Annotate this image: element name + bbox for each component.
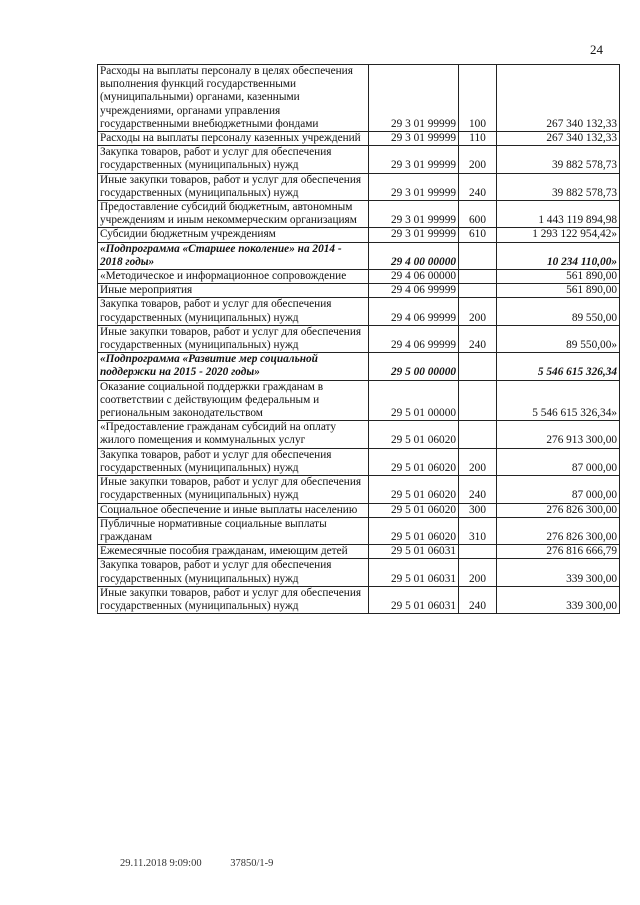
table-row bbox=[98, 65, 620, 132]
row-name: «Подпрограмма «Развитие мер социальной поддержки на 2015 - 2020 годы» bbox=[98, 353, 369, 380]
row-sum: 10 234 110,00» bbox=[497, 242, 620, 269]
row-sum: 339 300,00 bbox=[497, 559, 620, 586]
row-sum: 39 882 578,73 bbox=[497, 146, 620, 173]
row-vr: 240 bbox=[459, 586, 497, 613]
row-sum: 267 340 132,33 bbox=[497, 132, 620, 146]
footer bbox=[120, 858, 299, 869]
row-vr: 240 bbox=[459, 173, 497, 200]
row-vr: 110 bbox=[459, 132, 497, 146]
table-row bbox=[98, 353, 620, 380]
row-sum: 267 340 132,33 bbox=[497, 65, 620, 132]
row-sum: 561 890,00 bbox=[497, 270, 620, 284]
row-vr bbox=[459, 421, 497, 448]
row-name: «Методическое и информационное сопровождение bbox=[98, 270, 369, 284]
row-name: Иные закупки товаров, работ и услуг для обеспечения государственных (муниципальных) нужд bbox=[98, 325, 369, 352]
row-name: Расходы на выплаты персоналу в целях обеспечения выполнения функций государственными (муниципальными) органами, казенными учреждениями, органами управления государственными внебюджетными фондами bbox=[98, 65, 369, 132]
footer-doc-id: 37850/1-9 bbox=[230, 858, 274, 869]
row-vr bbox=[459, 242, 497, 269]
row-code: 29 4 06 99999 bbox=[369, 284, 459, 298]
table-row bbox=[98, 242, 620, 269]
table-row bbox=[98, 284, 620, 298]
row-vr: 300 bbox=[459, 503, 497, 517]
row-sum: 39 882 578,73 bbox=[497, 173, 620, 200]
row-name: Субсидии бюджетным учреждениям bbox=[98, 228, 369, 242]
table-row bbox=[98, 448, 620, 475]
row-vr: 200 bbox=[459, 448, 497, 475]
row-name: Закупка товаров, работ и услуг для обеспечения государственных (муниципальных) нужд bbox=[98, 559, 369, 586]
table-row bbox=[98, 503, 620, 517]
row-name: Публичные нормативные социальные выплаты гражданам bbox=[98, 517, 369, 544]
row-sum: 5 546 615 326,34» bbox=[497, 380, 620, 421]
row-vr: 200 bbox=[459, 559, 497, 586]
row-name: Расходы на выплаты персоналу казенных учреждений bbox=[98, 132, 369, 146]
row-code: 29 5 00 00000 bbox=[369, 353, 459, 380]
row-name: Предоставление субсидий бюджетным, автономным учреждениям и иным некоммерческим организациям bbox=[98, 201, 369, 228]
row-vr: 240 bbox=[459, 325, 497, 352]
table-row bbox=[98, 228, 620, 242]
row-sum: 1 293 122 954,42» bbox=[497, 228, 620, 242]
table-row bbox=[98, 517, 620, 544]
row-vr bbox=[459, 353, 497, 380]
row-sum: 87 000,00 bbox=[497, 448, 620, 475]
row-code: 29 5 01 06031 bbox=[369, 586, 459, 613]
table-row bbox=[98, 421, 620, 448]
row-name: Иные мероприятия bbox=[98, 284, 369, 298]
row-name: Закупка товаров, работ и услуг для обеспечения государственных (муниципальных) нужд bbox=[98, 448, 369, 475]
row-code: 29 5 01 06031 bbox=[369, 545, 459, 559]
row-vr: 100 bbox=[459, 65, 497, 132]
row-sum: 276 826 300,00 bbox=[497, 503, 620, 517]
table-row bbox=[98, 146, 620, 173]
row-sum: 89 550,00 bbox=[497, 298, 620, 325]
row-code: 29 5 01 06020 bbox=[369, 448, 459, 475]
row-code: 29 4 00 00000 bbox=[369, 242, 459, 269]
table-row bbox=[98, 298, 620, 325]
row-code: 29 5 01 00000 bbox=[369, 380, 459, 421]
table-row bbox=[98, 132, 620, 146]
row-vr bbox=[459, 380, 497, 421]
row-code: 29 4 06 99999 bbox=[369, 298, 459, 325]
row-sum: 276 816 666,79 bbox=[497, 545, 620, 559]
row-code: 29 3 01 99999 bbox=[369, 146, 459, 173]
row-vr: 610 bbox=[459, 228, 497, 242]
table-row bbox=[98, 201, 620, 228]
row-code: 29 3 01 99999 bbox=[369, 65, 459, 132]
row-name: «Подпрограмма «Старшее поколение» на 2014 - 2018 годы» bbox=[98, 242, 369, 269]
row-code: 29 4 06 00000 bbox=[369, 270, 459, 284]
row-sum: 89 550,00» bbox=[497, 325, 620, 352]
table-row bbox=[98, 476, 620, 503]
row-code: 29 3 01 99999 bbox=[369, 201, 459, 228]
row-name: Оказание социальной поддержки гражданам в соответствии с действующим федеральным и региональным законодательством bbox=[98, 380, 369, 421]
page-number: 24 bbox=[590, 42, 603, 57]
row-name: Закупка товаров, работ и услуг для обеспечения государственных (муниципальных) нужд bbox=[98, 298, 369, 325]
row-vr: 600 bbox=[459, 201, 497, 228]
table-row bbox=[98, 545, 620, 559]
row-sum: 5 546 615 326,34 bbox=[497, 353, 620, 380]
row-sum: 276 913 300,00 bbox=[497, 421, 620, 448]
budget-table bbox=[97, 64, 620, 614]
row-name: Иные закупки товаров, работ и услуг для обеспечения государственных (муниципальных) нужд bbox=[98, 173, 369, 200]
row-name: Иные закупки товаров, работ и услуг для обеспечения государственных (муниципальных) нужд bbox=[98, 586, 369, 613]
row-sum: 1 443 119 894,98 bbox=[497, 201, 620, 228]
row-code: 29 3 01 99999 bbox=[369, 173, 459, 200]
row-code: 29 5 01 06020 bbox=[369, 476, 459, 503]
table-row bbox=[98, 173, 620, 200]
row-name: Социальное обеспечение и иные выплаты населению bbox=[98, 503, 369, 517]
row-sum: 87 000,00 bbox=[497, 476, 620, 503]
row-vr: 200 bbox=[459, 298, 497, 325]
row-vr bbox=[459, 284, 497, 298]
row-code: 29 5 01 06020 bbox=[369, 517, 459, 544]
row-vr bbox=[459, 545, 497, 559]
row-code: 29 3 01 99999 bbox=[369, 132, 459, 146]
table-row bbox=[98, 586, 620, 613]
table-row bbox=[98, 559, 620, 586]
row-vr: 200 bbox=[459, 146, 497, 173]
table-row bbox=[98, 325, 620, 352]
row-vr: 310 bbox=[459, 517, 497, 544]
row-name: Иные закупки товаров, работ и услуг для обеспечения государственных (муниципальных) нужд bbox=[98, 476, 369, 503]
row-code: 29 5 01 06031 bbox=[369, 559, 459, 586]
row-sum: 561 890,00 bbox=[497, 284, 620, 298]
row-sum: 339 300,00 bbox=[497, 586, 620, 613]
row-vr bbox=[459, 270, 497, 284]
row-name: «Предоставление гражданам субсидий на оплату жилого помещения и коммунальных услуг bbox=[98, 421, 369, 448]
row-code: 29 3 01 99999 bbox=[369, 228, 459, 242]
row-name: Закупка товаров, работ и услуг для обеспечения государственных (муниципальных) нужд bbox=[98, 146, 369, 173]
row-code: 29 5 01 06020 bbox=[369, 503, 459, 517]
table-row bbox=[98, 380, 620, 421]
row-code: 29 5 01 06020 bbox=[369, 421, 459, 448]
table-row bbox=[98, 270, 620, 284]
row-sum: 276 826 300,00 bbox=[497, 517, 620, 544]
row-code: 29 4 06 99999 bbox=[369, 325, 459, 352]
footer-datetime: 29.11.2018 9:09:00 bbox=[120, 858, 202, 869]
row-name: Ежемесячные пособия гражданам, имеющим детей bbox=[98, 545, 369, 559]
row-vr: 240 bbox=[459, 476, 497, 503]
